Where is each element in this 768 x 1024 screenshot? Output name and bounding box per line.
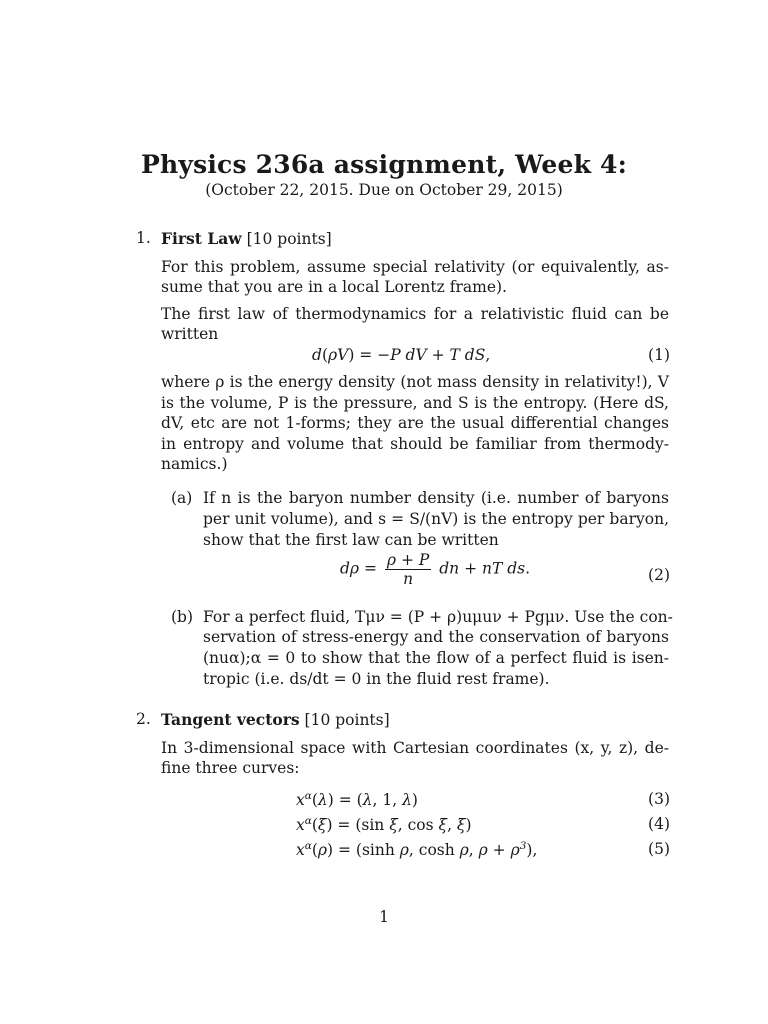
equation-4-number: (4) bbox=[648, 815, 670, 833]
problem-2-heading bbox=[161, 710, 390, 729]
equation-2: dρ = $\frac{\rho + P}{n}$ dn + nT ds. bbox=[340, 551, 531, 588]
assignment-dates: (October 22, 2015. Due on October 29, 2015) bbox=[205, 181, 563, 199]
assignment-title: Physics 236a assignment, Week 4: bbox=[140, 150, 628, 179]
p1-para3-line3: dV, etc are not 1-forms; they are the usual differential changes bbox=[161, 414, 669, 432]
p1-para1-line1: For this problem, assume special relativity (or equivalently, as- bbox=[161, 258, 669, 276]
equation-5-number: (5) bbox=[648, 840, 670, 858]
part-b-line3: (nuα);α = 0 to show that the flow of a perfect fluid is isen- bbox=[203, 649, 669, 667]
part-a-label: (a) bbox=[171, 489, 193, 507]
equation-3-number: (3) bbox=[648, 790, 670, 808]
p2-para1-line2: fine three curves: bbox=[161, 759, 300, 777]
p2-para1-line1: In 3-dimensional space with Cartesian coordinates (x, y, z), de- bbox=[161, 739, 669, 757]
p1-para3-line4: in entropy and volume that should be familiar from thermody- bbox=[161, 435, 669, 453]
part-b-line1: For a perfect fluid, Tμν = (P + ρ)uμuν + Pgμν. Use the con- bbox=[203, 608, 673, 626]
equation-4: $x^\alpha(\xi) = (\sin$ ξ, cos ξ, ξ) bbox=[296, 815, 472, 834]
p1-para2-line2: written bbox=[161, 325, 219, 343]
equation-5: $x^\alpha(\rho) = (\sinh$ ρ, cosh ρ, $\rho + \rho^3$), bbox=[296, 840, 538, 859]
p1-para1-line2: sume that you are in a local Lorentz frame). bbox=[161, 278, 507, 296]
p1-para3-line5: namics.) bbox=[161, 455, 228, 473]
part-a-line1: If n is the baryon number density (i.e. number of baryons bbox=[203, 489, 669, 507]
problem-1-points: [10 points] bbox=[246, 230, 332, 248]
part-b-label: (b) bbox=[171, 608, 194, 626]
p1-para2-line1: The first law of thermodynamics for a relativistic fluid can be bbox=[161, 305, 669, 323]
p1-para3-line2: is the volume, P is the pressure, and S is the entropy. (Here dS, bbox=[161, 394, 669, 412]
problem-1-title: First Law bbox=[161, 229, 242, 248]
page-number: 1 bbox=[379, 908, 389, 926]
part-b-line2: servation of stress-energy and the conservation of baryons bbox=[203, 628, 669, 646]
problem-2-number: 2. bbox=[136, 710, 151, 728]
equation-1-number: (1) bbox=[648, 346, 670, 364]
problem-1-number: 1. bbox=[136, 229, 151, 247]
problem-2-points: [10 points] bbox=[304, 711, 390, 729]
p1-para3-line1: where ρ is the energy density (not mass density in relativity!), V bbox=[161, 373, 669, 391]
problem-2-title: Tangent vectors bbox=[161, 710, 300, 729]
part-a-line3: show that the first law can be written bbox=[203, 531, 499, 549]
part-a-line2: per unit volume), and s = S/(nV) is the entropy per baryon, bbox=[203, 510, 669, 528]
part-b-line4: tropic (i.e. ds/dt = 0 in the fluid rest frame). bbox=[203, 670, 550, 688]
problem-1-heading bbox=[161, 229, 332, 248]
equation-2-fraction: $\frac{\rho + P}{n}$ bbox=[386, 551, 430, 588]
equation-1: d(ρV) = −P dV + T dS, bbox=[312, 346, 491, 364]
equation-3: $x^\alpha(\lambda) = (\lambda$, 1, λ) bbox=[296, 790, 418, 809]
equation-2-number: (2) bbox=[648, 566, 670, 584]
